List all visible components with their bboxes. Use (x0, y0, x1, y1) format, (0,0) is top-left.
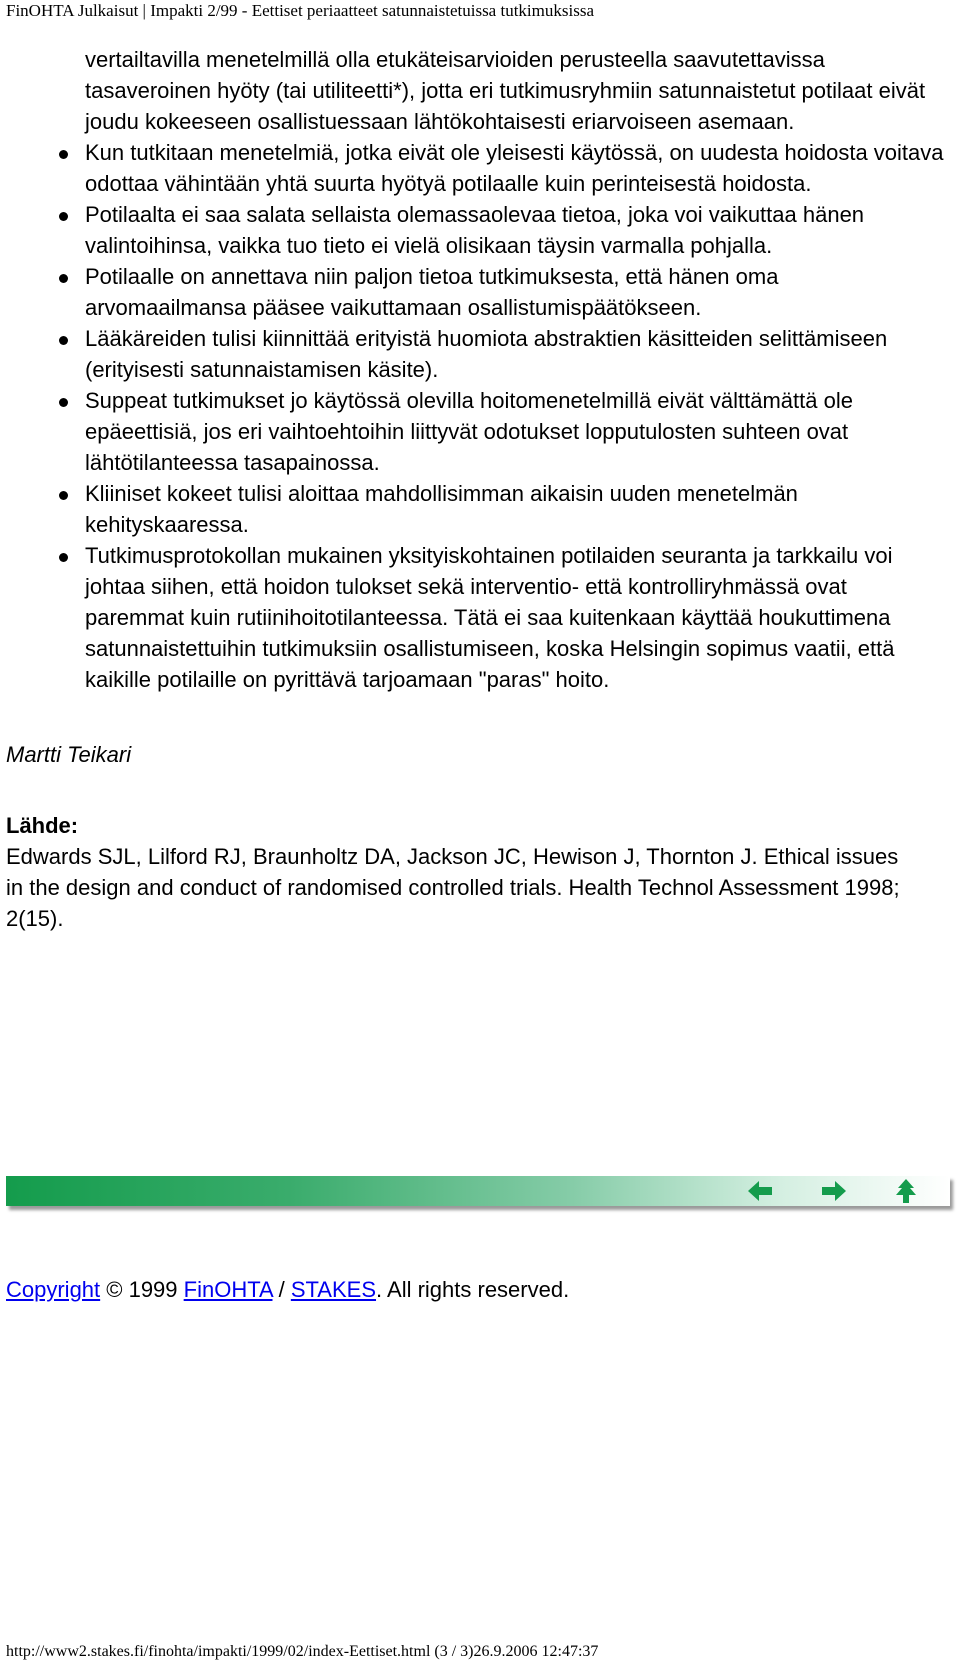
tree-icon[interactable] (892, 1179, 920, 1203)
copyright-link[interactable]: Copyright (6, 1277, 101, 1302)
bullet-dot-icon (59, 491, 68, 500)
bullet-dot-icon (59, 553, 68, 562)
list-item-text: Suppeat tutkimukset jo käytössä olevilla hoitomenetelmillä eivät välttämättä ole epäeettisiä, jos eri vaihtoehtoihin liittyvät odotukset lopputulosten suhteen ovat lähtötilanteessa tasapainossa. (85, 388, 853, 475)
finohta-link[interactable]: FinOHTA (183, 1277, 273, 1302)
list-item-text: Kliiniset kokeet tulisi aloittaa mahdollisimman aikaisin uuden menetelmän kehityskaaressa. (85, 481, 798, 537)
bullet-dot-icon (59, 274, 68, 283)
arrow-right-icon[interactable] (820, 1179, 848, 1203)
list-item (85, 540, 945, 695)
bullet-dot-icon (59, 398, 68, 407)
author-name: Martti Teikari (6, 742, 132, 767)
print-footer-url: http://www2.stakes.fi/finohta/impakti/1999/02/index-Eettiset.html (3 / 3)26.9.2006 12:47:37 (6, 1643, 599, 1660)
rights-text: . All rights reserved. (376, 1277, 570, 1302)
list-item (85, 199, 945, 261)
arrow-left-icon[interactable] (746, 1179, 774, 1203)
list-item-text: Kun tutkitaan menetelmiä, jotka eivät ole yleisesti käytössä, on uudesta hoidosta voitava odottaa vähintään yhtä suurta hyötyä potilaalle kuin perinteisestä hoidosta. (85, 140, 944, 196)
list-item-text: Potilaalle on annettava niin paljon tietoa tutkimuksesta, että hänen oma arvomaailmansa pääsee vaikuttamaan osallistumispäätökseen. (85, 264, 779, 320)
source-heading: Lähde: (6, 813, 79, 838)
copyright-year-text: © 1999 (100, 1277, 184, 1302)
separator-text: / (272, 1277, 291, 1302)
stakes-link[interactable]: STAKES (290, 1277, 377, 1302)
navigation-bar-gradient (6, 1176, 950, 1206)
continued-bullet-text: vertailtavilla menetelmillä olla etukäteisarvioiden perusteella saavutettavissa tasaveroinen hyöty (tai utiliteetti*), jotta eri tutkimusryhmiin satunnaistetut potilaat eivät joudu kokeeseen osallistuessaan lähtökohtaisesti eriarvoiseen asemaan. (85, 47, 926, 134)
list-item (85, 137, 945, 199)
bullet-dot-icon (59, 336, 68, 345)
list-item (85, 323, 945, 385)
list-item-text: Lääkäreiden tulisi kiinnittää erityistä huomiota abstraktien käsitteiden selittämiseen (erityisesti satunnaistamisen käsite). (85, 326, 888, 382)
list-item (85, 261, 945, 323)
print-header: FinOHTA Julkaisut | Impakti 2/99 - Eettiset periaatteet satunnaistetuissa tutkimuksissa (6, 1, 594, 20)
list-item (85, 478, 945, 540)
list-item-text: Potilaalta ei saa salata sellaista olemassaolevaa tietoa, joka voi vaikuttaa hänen valintoihinsa, vaikka tuo tieto ei vielä olisikaan täysin varmalla pohjalla. (85, 202, 865, 258)
bullet-dot-icon (59, 150, 68, 159)
list-item-text: Tutkimusprotokollan mukainen yksityiskohtainen potilaiden seuranta ja tarkkailu voi johtaa siihen, että hoidon tulokset sekä interventio- että kontrolliryhmässä ovat paremmat kuin rutiinihoitotilanteessa. Tätä ei saa kuitenkaan käyttää houkuttimena satunnaistettuihin tutkimuksiin osallistumiseen, koska Helsingin sopimus vaatii, että kaikille potilaille on pyrittävä tarjoamaan "paras" hoito. (85, 543, 895, 692)
reference-citation: Edwards SJL, Lilford RJ, Braunholtz DA, Jackson JC, Hewison J, Thornton J. Ethical issues in the design and conduct of randomised controlled trials. Health Technol Assessment 1998; 2(15). (6, 844, 900, 931)
principles-list (0, 137, 960, 695)
list-item (85, 385, 945, 478)
main-content (0, 44, 960, 934)
copyright-footer (6, 1274, 569, 1305)
navigation-bar (6, 1176, 950, 1210)
bullet-dot-icon (59, 212, 68, 221)
